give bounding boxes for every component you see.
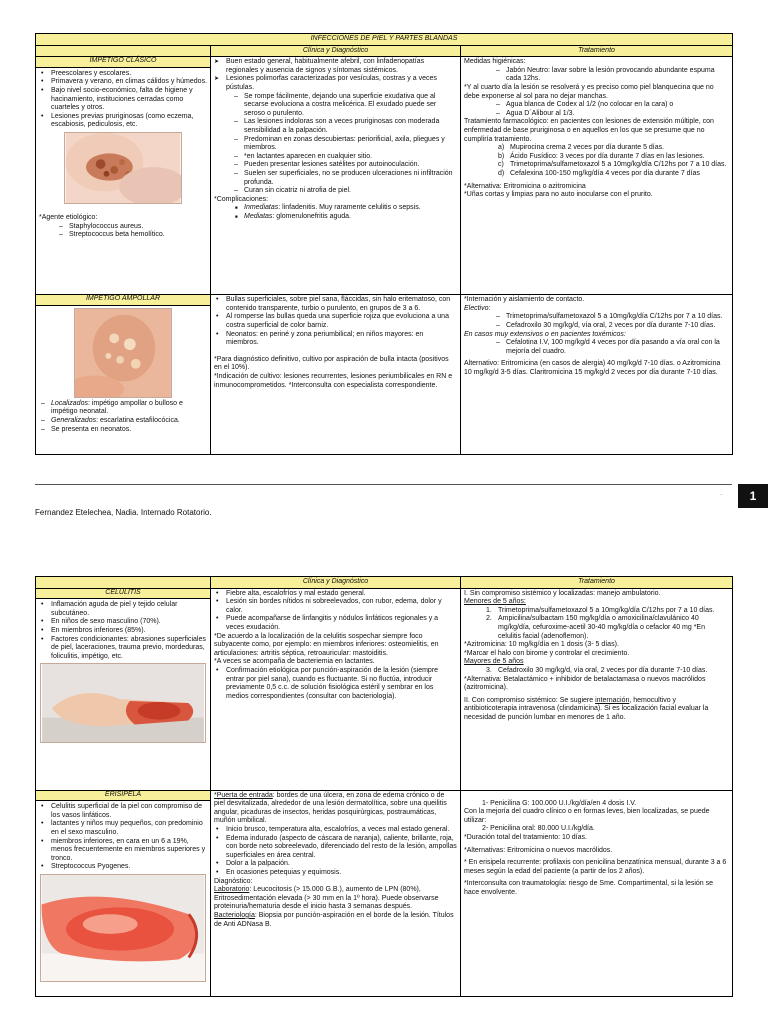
trat-options-list <box>464 667 729 676</box>
list-item: • Lesiones previas pruriginosas (como eczema, escabiosis, pediculosis, etc. <box>39 113 207 130</box>
clinica-dash-list <box>214 93 457 196</box>
erisipela-list <box>39 803 207 872</box>
erisipela-tratamiento <box>461 790 733 996</box>
clinica-text: *Puerta de entrada: bordes de una úlcera, en zona de edema crónico o de piel desvitalizada, alrededor de una lesión dermatolítica, sobre una queilitis angular, picaduras de insectos, heridas posquirúrgicas, postraumáticas, muñón umbilical. <box>214 791 447 825</box>
list-item: – *en lactantes aparecen en cualquier sitio. <box>232 153 457 162</box>
list-item: • Fiebre alta, escalofríos y mal estado general. <box>214 590 457 599</box>
header-clinica: Clínica y Diagnóstico <box>211 45 461 57</box>
clinica-list <box>214 296 457 348</box>
list-item: – Agua blanca de Codex al 1/2 (no colocar en la cara) o <box>494 101 729 110</box>
list-item: – Curan sin cicatriz ni atrofia de piel. <box>232 187 457 196</box>
impetigo-clasico-list <box>39 70 207 130</box>
erisipela-title: ERISIPELA <box>36 790 210 802</box>
celulitis-cell <box>36 588 211 790</box>
trat-text: I. Sin compromiso sistémico y localizadas: manejo ambulatorio. <box>464 589 661 597</box>
trat-dash-list <box>464 67 729 84</box>
empty-header-cell <box>36 577 211 589</box>
trat-dash-list <box>464 313 729 330</box>
list-item: • Primavera y verano, en climas cálidos y húmedos. <box>39 78 207 87</box>
complicaciones-label: *Complicaciones: <box>214 195 269 203</box>
trat-text: Electivo: <box>464 304 491 312</box>
list-item: • Inicio brusco, temperatura alta, escalofríos, a veces mal estado general. <box>214 826 457 835</box>
list-item: c) Trimetoprima/sulfametoxazol 5 a 10mg/kg/día C/12hs por 7 a 10 días. <box>498 161 727 169</box>
trat-dash-list <box>464 101 729 118</box>
list-item: ■ Inmediatas: linfadenitis. Muy raramente celulitis o sepsis. <box>232 204 457 213</box>
celulitis-list <box>39 601 207 661</box>
page-divider <box>35 484 732 485</box>
infecciones-table-page2 <box>35 576 733 997</box>
list-item: a) Mupirocina crema 2 veces por día durante 5 días. <box>498 144 665 152</box>
clinica-list <box>214 826 457 878</box>
celulitis-photo <box>40 663 206 743</box>
trat-options-list <box>464 607 729 641</box>
list-item: – Agua D´Alibour al 1/3. <box>494 110 729 119</box>
trat-text: *Uñas cortas y limpias para no auto inocularse con el prurito. <box>464 191 653 199</box>
clinica-text: Diagnóstico: <box>214 877 253 885</box>
list-item: • Inflamación aguda de piel y tejido celular subcutáneo. <box>39 601 207 618</box>
erisipela-clinica <box>211 790 461 996</box>
list-item: – Se presenta en neonatos. <box>39 426 207 435</box>
celulitis-title: CELULITIS <box>36 588 210 600</box>
impetigo-ampollar-list <box>39 400 207 434</box>
trat-subheading: Menores de 5 años: <box>464 598 526 606</box>
erisipela-photo <box>40 874 206 982</box>
list-item: • Neonatos: en periné y zona periumbilical; en niños mayores: en miembros. <box>214 331 457 348</box>
list-item: • Puede acompañarse de linfangitis y nódulos linfáticos regionales y a veces exudación. <box>214 615 457 632</box>
trat-text: *Azitromicina: 10 mg/kg/día en 1 dosis (3- 5 días). <box>464 641 619 649</box>
trat-text: *Alternativas: Eritromicina o nuevos macrólidos. <box>464 846 613 854</box>
list-item: – Las lesiones indoloras son a veces pruriginosas con moderada sensibilidad a la palpación. <box>232 118 457 135</box>
list-item: – Se rompe fácilmente, dejando una superficie exudativa que al secarse evoluciona a costra melicérica. El exudado puede ser seroso o purulento. <box>232 93 457 119</box>
list-item: • Edema indurado (aspecto de cáscara de naranja), caliente, brillante, roja, con borde neto sobreelevado, diferenciado del resto de la lesión, ampollas superficiales en área central. <box>214 835 457 861</box>
infecciones-table-page1 <box>35 33 733 455</box>
list-item: – Jabón Neutro: lavar sobre la lesión provocando abundante espuma cada 12hs. <box>494 67 729 84</box>
list-item: • En miembros inferiores (85%). <box>39 627 207 636</box>
list-item: • Bullas superficiales, sobre piel sana, fláccidas, sin halo eritematoso, con contenido transparente, turbio o purulento, en grupos de 3 a 6. <box>214 296 457 313</box>
clinica-list <box>214 590 457 633</box>
list-item: • En niños de sexo masculino (70%). <box>39 618 207 627</box>
erisipela-cell <box>36 790 211 996</box>
list-item: • Bajo nivel socio-económico, falta de higiene y hacinamiento, instituciones cerradas como cuarteles y otros. <box>39 87 207 113</box>
list-item: b) Ácido Fusídico: 3 veces por día durante 7 días en las lesiones. <box>498 152 705 160</box>
main-title: INFECCIONES DE PIEL Y PARTES BLANDAS <box>36 34 733 46</box>
agents-list <box>39 223 207 240</box>
page-footer: Fernandez Etelechea, Nadia. Internado Rotatorio. <box>35 508 212 517</box>
impetigo-ampollar-photo <box>74 308 172 398</box>
clinica-text: *Para diagnóstico definitivo, cultivo por aspiración de bulla intacta (positivos en el 10%). <box>214 355 449 372</box>
list-item: • miembros inferiores, en cara en un 6 a 19%, menos frecuentemente en miembros superiores y tronco. <box>39 838 207 864</box>
page-dot: . <box>720 488 723 497</box>
trat-text: *Y al cuarto día la lesión se resolverá y es preciso como piel blanquecina que no debe exponerse al sol para no dejar manchas. <box>464 83 714 100</box>
list-item: – Streptococcus beta hemolítico. <box>57 231 207 240</box>
list-item: – Cefadroxilo 30 mg/kg/d, vía oral, 2 veces por día durante 7-10 días. <box>494 322 729 331</box>
trat-text: 1- Penicilina G: 100.000 U.I./kg/día/en 4 dosis I.V. <box>482 799 637 807</box>
list-item: – Predominan en zonas descubiertas: periorificial, axila, pliegues y miembros. <box>232 136 457 153</box>
celulitis-clinica <box>211 588 461 790</box>
list-item: • Confirmación etiológica por punción-aspiración de la lesión (siempre entrar por piel sana), cuando es fluctuante. Si no fluctúa, introducir previamente 0,5 c.c. de solución fisiológica estéril y sembrar en los medios correspondientes (consultar con bacteriología). <box>214 667 457 701</box>
clinica-text: *De acuerdo a la localización de la celulitis sospechar siempre foco subyacente como, por ejemplo: en miembros inferiores: osteomielitis, en articulaciones: artritis séptica, retroauricular: mastoiditis. <box>214 632 439 657</box>
list-item: • Factores condicionantes: abrasiones superficiales de piel, laceraciones, trauma previo, mordeduras, foliculitis, impétigo, etc. <box>39 636 207 662</box>
list-item: ■ Mediatas: glomerulonefritis aguda. <box>232 213 457 222</box>
clinica-text: Laboratorio: Leucocitosis (> 15.000 G.B.), aumento de LPN (80%), Eritrosedimentación elevada (> 30 mm en la 1º hora). Puede observarse proteinuria/hematuria desde el inicio hasta 3 semanas después. <box>214 886 439 911</box>
header-clinica: Clínica y Diagnóstico <box>211 577 461 589</box>
list-item: • lactantes y niños muy pequeños, con predominio en el sexo masculino. <box>39 820 207 837</box>
celulitis-tratamiento <box>461 588 733 790</box>
trat-text: Con la mejoría del cuadro clínico o en formas leves, bien localizadas, se puede utilizar: <box>464 808 710 824</box>
agent-label: *Agente etiológico: <box>39 213 98 221</box>
list-item: 2. Ampicilina/sulbactam 150 mg/kg/día o amoxicilina/clavulánico 40 mg/kg/día, cefuroxime-acetil 30-40 mg/kg/día o cefaclor 40 mg *En celulitis facial (adenoflemon). <box>486 615 705 640</box>
list-item: • Streptococcus Pyogenes. <box>39 863 207 872</box>
list-item: • Dolor a la palpación. <box>214 860 457 869</box>
impetigo-clasico-title: IMPETIGO CLÁSICO <box>36 56 210 68</box>
header-tratamiento: Tratamiento <box>461 45 733 57</box>
clinica-list <box>214 667 457 701</box>
impetigo-clasico-clinica <box>211 57 461 295</box>
trat-text: Medidas higiénicas: <box>464 58 526 66</box>
list-item: ➤ Lesiones polimorfas caracterizadas por vesículas, costras y a veces pústulas. <box>214 75 457 92</box>
clinica-text: Bacteriología: Biopsia por punción-aspiración en el borde de la lesión. Títulos de Anti ADNasa B. <box>214 911 454 928</box>
trat-text: *Duración total del tratamiento: 10 días. <box>464 833 587 841</box>
trat-text: En casos muy extensivos o en pacientes toxémicos: <box>464 330 626 338</box>
list-item: • Al romperse las bullas queda una superficie rojiza que evoluciona a una costra superficial de color barniz. <box>214 313 457 330</box>
list-item: – Localizados: impétigo ampollar o bulloso e impétigo neonatal. <box>39 400 207 417</box>
page-number: 1 <box>738 484 768 508</box>
list-item: – Cefalotina I.V, 100 mg/kg/d 4 veces por día pasando a vía oral con la mejoría del cuadro. <box>494 339 729 356</box>
impetigo-ampollar-clinica <box>211 295 461 455</box>
trat-text: *Interconsulta con traumatología: riesgo de Sme. Compartimental, si la lesión se hace envolvente. <box>464 880 714 896</box>
trat-options-list <box>464 144 729 178</box>
list-item: – Trimetoprima/sulfametoxazol 5 a 10mg/kg/día C/12hs por 7 a 10 días. <box>494 313 729 322</box>
list-item: • Celulitis superficial de la piel con compromiso de los vasos linfáticos. <box>39 803 207 820</box>
list-item: d) Cefalexina 100-150 mg/kg/día 4 veces por día durante 7 días <box>498 169 700 177</box>
list-item: – Pueden presentar lesiones satélites por autoinoculación. <box>232 161 457 170</box>
impetigo-ampollar-cell <box>36 295 211 455</box>
complicaciones-list <box>214 204 457 221</box>
list-item: ➤ Buen estado general, habitualmente afebril, con linfadenopatías regionales y ausencia de signos y síntomas sistémicos. <box>214 58 457 75</box>
clinica-list <box>214 58 457 92</box>
list-item: • Preescolares y escolares. <box>39 70 207 79</box>
list-item: – Generalizados: escarlatina estafilocócica. <box>39 417 207 426</box>
clinica-text: *A veces se acompaña de bacteriemia en lactantes. <box>214 658 375 666</box>
trat-text: *Alternativa: Eritromicina o azitromicina <box>464 182 586 190</box>
trat-text: *Internación y aislamiento de contacto. <box>464 296 585 304</box>
header-tratamiento: Tratamiento <box>461 577 733 589</box>
list-item: 3. Cefadroxilo 30 mg/kg/d, vía oral, 2 veces por día durante 7-10 días. <box>486 666 708 674</box>
impetigo-ampollar-tratamiento <box>461 295 733 455</box>
list-item: • Lesión sin bordes nítidos ni sobreelevados, con rubor, edema, dolor y calor. <box>214 598 457 615</box>
list-item: • En ocasiones petequias y equimosis. <box>214 869 457 878</box>
trat-text: *Alternativa: Betalactámico + inhibidor de betalactamasa o nuevos macrólidos (azitromicina). <box>464 675 706 692</box>
impetigo-clasico-photo <box>64 132 182 204</box>
impetigo-ampollar-title: IMPETIGO AMPOLLAR <box>36 294 210 306</box>
trat-subheading: Mayores de 5 años <box>464 658 524 666</box>
trat-text: *Marcar el halo con birome y controlar el crecimiento. <box>464 649 630 657</box>
list-item: – Staphylococcus aureus. <box>57 223 207 232</box>
impetigo-clasico-tratamiento <box>461 57 733 295</box>
trat-dash-list <box>464 339 729 356</box>
trat-text: 2- Penicilina oral: 80.000 U.I./kg/día. <box>482 825 595 833</box>
empty-header-cell <box>36 45 211 57</box>
clinica-text: *Indicación de cultivo: lesiones recurrentes, lesiones periumbilicales en RN e inmunocomprometidos. *Interconsulta con especialista correspondiente. <box>214 372 453 389</box>
list-item: 1. Trimetoprima/sulfametoxazol 5 a 10mg/kg/día C/12hs por 7 a 10 días. <box>486 606 715 614</box>
trat-text: * En erisipela recurrente: profilaxis con penicilina benzatínica mensual, durante 3 a 6 meses según la edad del paciente (a partir de los 2 años). <box>464 859 727 875</box>
trat-text: Alternativo: Eritromicina (en casos de alergia) 40 mg/kg/d 7-10 días. o Azitromicina 10 mg/kg/d 3-5 días. Claritromicina 15 mg/kg/d 2 veces por día durante 7-10 días. <box>464 360 721 376</box>
list-item: – Suelen ser superficiales, no se producen ulceraciones ni infiltración profunda. <box>232 170 457 187</box>
impetigo-clasico-cell <box>36 57 211 295</box>
trat-text: II. Con compromiso sistémico: Se sugiere internación, hemocultivo y antibioticoterapia intravenosa (clindamicina). Si es localización facial evaluar la necesidad de punción lumbar en menores de 1 año. <box>464 696 709 721</box>
trat-text: Tratamiento farmacológico: en pacientes con lesiones de extensión múltiple, con enfermedad de base pruriginosa o en aquellos en los que se presume que no cumpliría tratamiento. <box>464 118 714 143</box>
